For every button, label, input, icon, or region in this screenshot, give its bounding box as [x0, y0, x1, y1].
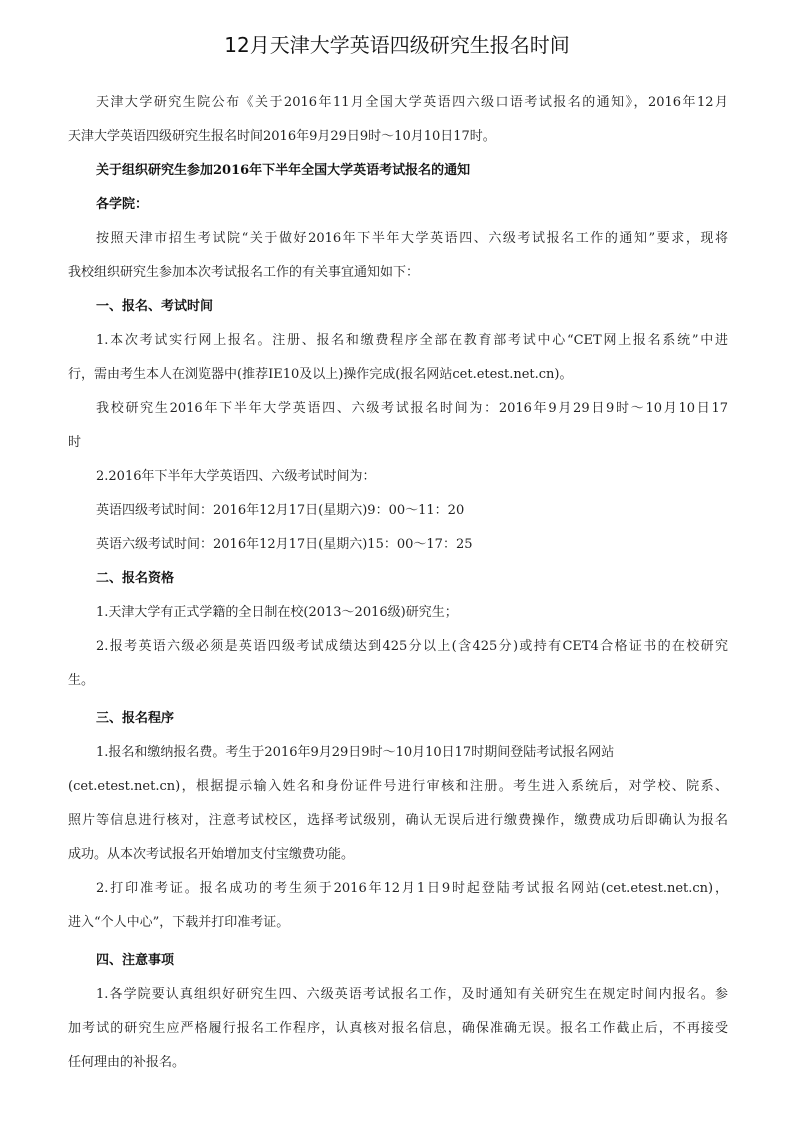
paragraph-line: 成功。从本次考试报名开始增加支付宝缴费功能。 [68, 847, 355, 862]
intro-line: 天津大学研究生院公布《关于2016年11月全国大学英语四六级口语考试报名的通知》，2016年12月 [96, 95, 728, 110]
notice-title: 关于组织研究生参加2016年下半年全国大学英语考试报名的通知 [96, 163, 471, 178]
paragraph-line: 1.各学院要认真组织好研究生四、六级英语考试报名工作，及时通知有关研究生在规定时间内报名。参 [96, 987, 728, 1002]
paragraph-line: 加考试的研究生应严格履行报名工作程序，认真核对报名信息，确保准确无误。报名工作截止后，不再接受 [68, 1021, 728, 1036]
section-heading: 三、报名程序 [96, 711, 175, 726]
section-heading: 二、报名资格 [96, 571, 175, 586]
paragraph-line: 任何理由的补报名。 [68, 1055, 186, 1070]
intro-line: 天津大学英语四级研究生报名时间2016年9月29日9时～10月10日17时。 [68, 129, 496, 144]
paragraph-line: 我校研究生2016年下半年大学英语四、六级考试报名时间为：2016年9月29日9时～10月10日17 [96, 401, 728, 416]
salutation: 各学院： [96, 197, 149, 212]
paragraph-line: 行，需由考生本人在浏览器中(推荐IE10及以上)操作完成(报名网站cet.etest.net.cn)。 [68, 367, 573, 382]
paragraph-line: 照片等信息进行核对，注意考试校区，选择考试级别，确认无误后进行缴费操作，缴费成功后即确认为报名 [68, 813, 728, 828]
preface-line: 按照天津市招生考试院“关于做好2016年下半年大学英语四、六级考试报名工作的通知”要求，现将 [96, 231, 728, 246]
paragraph-line: 英语四级考试时间：2016年12月17日(星期六)9：00～11：20 [96, 503, 465, 518]
paragraph-line: 1.报名和缴纳报名费。考生于2016年9月29日9时～10月10日17时期间登陆考试报名网站 [96, 745, 615, 760]
paragraph-line: 生。 [68, 673, 95, 688]
section-heading: 四、注意事项 [96, 953, 175, 968]
page-title: 12月天津大学英语四级研究生报名时间 [224, 33, 570, 57]
paragraph-line: 2.打印准考证。报名成功的考生须于2016年12月1日9时起登陆考试报名网站(cet.etest.net.cn)， [96, 881, 728, 896]
paragraph-line: 1.本次考试实行网上报名。注册、报名和缴费程序全部在教育部考试中心“CET网上报名系统”中进 [96, 333, 728, 348]
paragraph-line: 2.报考英语六级必须是英语四级考试成绩达到425分以上(含425分)或持有CET4合格证书的在校研究 [96, 639, 728, 654]
paragraph-line: 2.2016年下半年大学英语四、六级考试时间为： [96, 469, 376, 484]
paragraph-line: 英语六级考试时间：2016年12月17日(星期六)15：00～17：25 [96, 537, 473, 552]
paragraph-line: 1.天津大学有正式学籍的全日制在校(2013～2016级)研究生； [96, 605, 458, 620]
paragraph-line: 进入“个人中心”，下载并打印准考证。 [68, 915, 290, 930]
section-heading: 一、报名、考试时间 [96, 299, 214, 314]
paragraph-line: (cet.etest.net.cn)，根据提示输入姓名和身份证件号进行审核和注册。考生进入系统后，对学校、院系、 [68, 779, 728, 794]
paragraph-line: 时 [68, 435, 82, 450]
preface-line: 我校组织研究生参加本次考试报名工作的有关事宜通知如下： [68, 265, 420, 280]
document-body [68, 86, 728, 1080]
